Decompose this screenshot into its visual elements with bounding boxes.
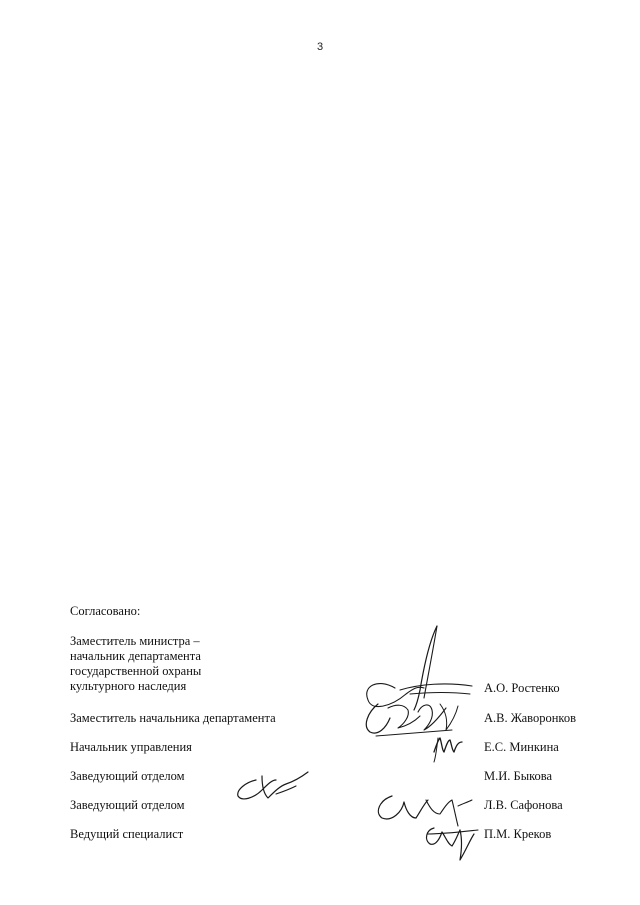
- position-line: государственной охраны: [70, 664, 202, 678]
- approval-position-1: [70, 634, 201, 694]
- position-line: Заместитель министра –: [70, 634, 200, 648]
- approval-name-5: Л.В. Сафонова: [484, 798, 563, 812]
- approval-position-4: [70, 769, 185, 784]
- signature-bykova: [238, 772, 308, 799]
- approval-name-4: М.И. Быкова: [484, 769, 553, 783]
- signature-safonova: [378, 796, 472, 826]
- position-line: начальник департамента: [70, 649, 201, 663]
- approval-position-5: [70, 798, 185, 813]
- position-line: Заместитель начальника департамента: [70, 711, 276, 725]
- approval-name-3: Е.С. Минкина: [484, 740, 559, 754]
- position-line: Начальник управления: [70, 740, 192, 754]
- approval-name-1: А.О. Ростенко: [484, 681, 560, 695]
- position-line: Ведущий специалист: [70, 827, 184, 841]
- approval-position-6: [70, 827, 183, 842]
- position-line: культурного наследия: [70, 679, 187, 693]
- approval-position-3: [70, 740, 192, 755]
- signature-minkina: [434, 738, 462, 762]
- position-line: Заведующий отделом: [70, 798, 185, 812]
- signature-zhavoronkov: [366, 704, 458, 736]
- position-line: Заведующий отделом: [70, 769, 185, 783]
- page-number: 3: [316, 41, 324, 53]
- signature-krekov: [427, 828, 478, 860]
- signature-rostenko: [367, 626, 472, 710]
- approval-position-2: [70, 711, 276, 726]
- approval-heading: Согласовано:: [70, 604, 141, 618]
- approval-name-6: П.М. Креков: [484, 827, 552, 841]
- approval-name-2: А.В. Жаворонков: [484, 711, 577, 725]
